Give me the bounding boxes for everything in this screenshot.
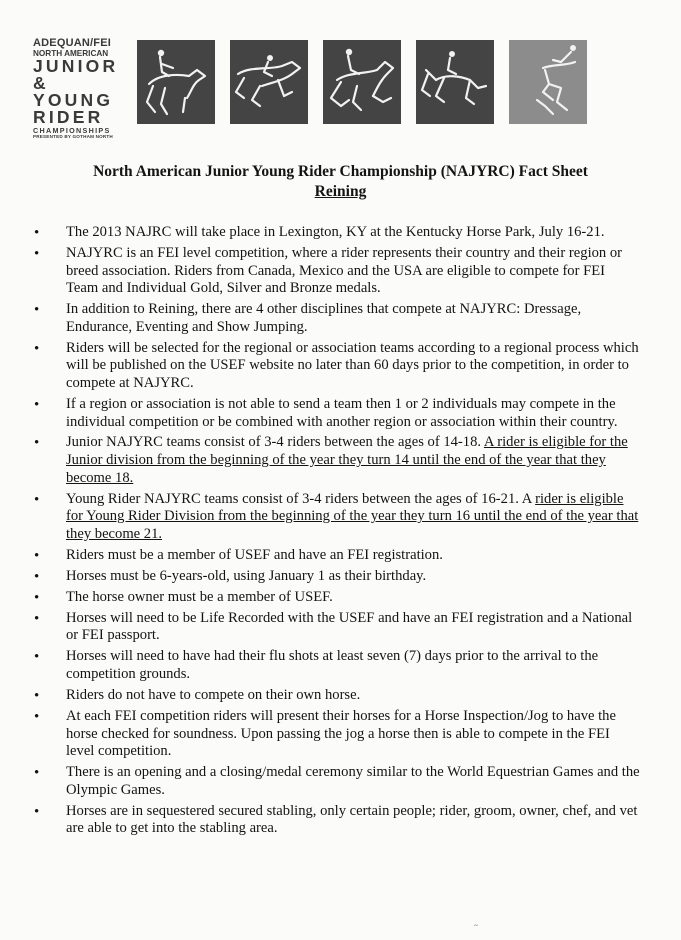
list-item: • If a region or association is not able to send a team then 1 or 2 individuals may compete in the individual competition or be combined with another region or association within their country. — [66, 396, 640, 431]
list-item: • There is an opening and a closing/medal ceremony similar to the World Equestrian Games and the Olympic Games. — [66, 764, 640, 799]
list-item: • Junior NAJYRC teams consist of 3-4 riders between the ages of 14-18. A rider is eligible for the Junior division from the beginning of the year they turn 14 until the end of the year that they become 18. — [66, 434, 640, 487]
list-item: • At each FEI competition riders will present their horses for a Horse Inspection/Jog to have the horse checked for soundness. Upon passing the jog a horse then is able to compete in the FEI level competition. — [66, 708, 640, 761]
endurance-horse-icon — [509, 40, 587, 124]
logo-line: & YOUNG — [33, 73, 114, 111]
fact-list — [66, 224, 640, 841]
logo-line: PRESENTED BY GOTHAM NORTH — [33, 134, 113, 140]
logo-line: JUNIOR — [33, 56, 119, 77]
logo-line: RIDER — [33, 107, 104, 128]
list-item: • Riders will be selected for the regional or association teams according to a regional process which will be published on the USEF website no later than 60 days prior to the competition, in order to compete at NAJYRC. — [66, 340, 640, 393]
underlined-note: rider is eligible for Young Rider Division from the beginning of the year they turn 16 until the end of the year that they become 21. — [66, 490, 639, 542]
underlined-note: A rider is eligible for the Junior division from the beginning of the year they turn 14 until the end of the year that they become 18. — [66, 434, 628, 486]
championship-logo — [33, 38, 129, 140]
list-item: • Riders do not have to compete on their own horse. — [66, 687, 640, 705]
logo-line: NORTH AMERICAN — [33, 49, 109, 58]
list-item: • In addition to Reining, there are 4 other disciplines that compete at NAJYRC: Dressage, Endurance, Eventing and Show Jumping. — [66, 301, 640, 336]
list-item: • Horses will need to have had their flu shots at least seven (7) days prior to the arrival to the competition grounds. — [66, 648, 640, 683]
page-subtitle: Reining — [314, 183, 367, 200]
list-item: • Young Rider NAJYRC teams consist of 3-4 riders between the ages of 16-21. A rider is eligible for Young Rider Division from the beginning of the year they turn 16 until the end of the year that they become 21. — [66, 491, 640, 544]
eventing-horse-icon — [230, 40, 308, 124]
list-item: • Riders must be a member of USEF and have an FEI registration. — [66, 547, 640, 565]
logo-line: CHAMPIONSHIPS — [33, 126, 111, 136]
list-item: • Horses are in sequestered secured stabling, only certain people; rider, groom, owner, chef, and vet are able to get into the stabling area. — [66, 803, 640, 838]
logo-line: ADEQUAN/FEI — [33, 37, 111, 49]
list-item: • NAJYRC is an FEI level competition, where a rider represents their country and their region or breed association. Riders from Canada, Mexico and the USA are eligible to compete for FEI Team and Individual Gold, Silver and Bronze medals. — [66, 245, 640, 298]
page-title: North American Junior Young Rider Championship (NAJYRC) Fact Sheet — [93, 163, 588, 180]
list-item: • Horses will need to be Life Recorded with the USEF and have an FEI registration and a National or FEI passport. — [66, 610, 640, 645]
list-item: • Horses must be 6-years-old, using January 1 as their birthday. — [66, 568, 640, 586]
list-item: • The horse owner must be a member of USEF. — [66, 589, 640, 607]
list-item: • The 2013 NAJRC will take place in Lexington, KY at the Kentucky Horse Park, July 16-21. — [66, 224, 640, 242]
show-jumping-horse-icon — [416, 40, 494, 124]
reining-horse-icon — [323, 40, 401, 124]
scan-mark: ~ — [474, 921, 479, 930]
dressage-horse-icon — [137, 40, 215, 124]
